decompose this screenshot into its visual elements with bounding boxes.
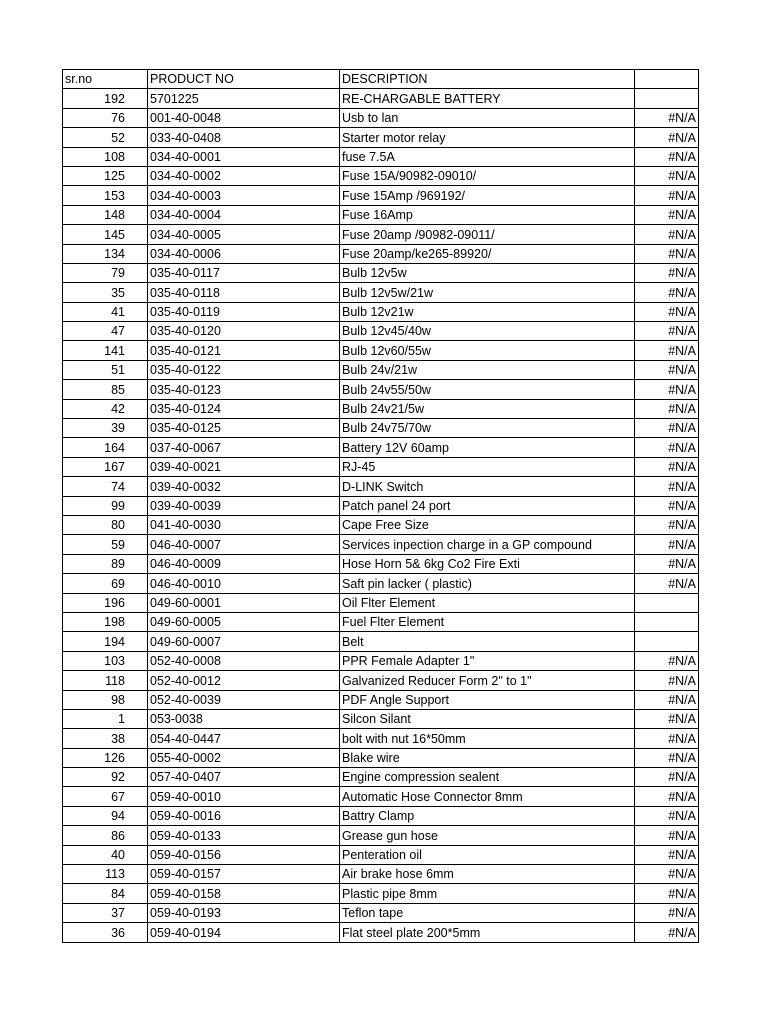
table-row <box>63 283 699 302</box>
cell-lookup-result: #N/A <box>635 709 699 728</box>
header-row <box>63 70 699 89</box>
cell-description: PDF Angle Support <box>340 690 635 709</box>
cell-product-no: 034-40-0004 <box>148 205 340 224</box>
cell-description: Flat steel plate 200*5mm <box>340 923 635 942</box>
table-row <box>63 671 699 690</box>
cell-description: bolt with nut 16*50mm <box>340 729 635 748</box>
cell-sr-no: 148 <box>63 205 148 224</box>
table-row <box>63 612 699 631</box>
table-row <box>63 419 699 438</box>
cell-lookup-result: #N/A <box>635 865 699 884</box>
cell-lookup-result: #N/A <box>635 108 699 127</box>
cell-description: Fuse 15A/90982-09010/ <box>340 166 635 185</box>
cell-lookup-result: #N/A <box>635 903 699 922</box>
cell-sr-no: 36 <box>63 923 148 942</box>
cell-product-no: 059-40-0193 <box>148 903 340 922</box>
cell-product-no: 049-60-0001 <box>148 593 340 612</box>
cell-sr-no: 89 <box>63 554 148 573</box>
cell-sr-no: 85 <box>63 380 148 399</box>
table-row <box>63 205 699 224</box>
cell-description: Bulb 12v21w <box>340 302 635 321</box>
cell-description: Fuse 20amp /90982-09011/ <box>340 225 635 244</box>
table-row <box>63 903 699 922</box>
cell-sr-no: 167 <box>63 457 148 476</box>
cell-sr-no: 47 <box>63 322 148 341</box>
cell-product-no: 046-40-0010 <box>148 574 340 593</box>
cell-product-no: 037-40-0067 <box>148 438 340 457</box>
table-row <box>63 225 699 244</box>
cell-lookup-result: #N/A <box>635 845 699 864</box>
cell-lookup-result: #N/A <box>635 729 699 748</box>
cell-sr-no: 1 <box>63 709 148 728</box>
cell-lookup-result: #N/A <box>635 166 699 185</box>
cell-sr-no: 76 <box>63 108 148 127</box>
cell-product-no: 052-40-0012 <box>148 671 340 690</box>
table-row <box>63 438 699 457</box>
cell-product-no: 034-40-0003 <box>148 186 340 205</box>
cell-description: Grease gun hose <box>340 826 635 845</box>
cell-product-no: 035-40-0117 <box>148 263 340 282</box>
cell-product-no: 039-40-0039 <box>148 496 340 515</box>
cell-product-no: 059-40-0010 <box>148 787 340 806</box>
cell-sr-no: 39 <box>63 419 148 438</box>
cell-description: Penteration oil <box>340 845 635 864</box>
cell-description: Belt <box>340 632 635 651</box>
table-row <box>63 244 699 263</box>
cell-description: Usb to lan <box>340 108 635 127</box>
cell-sr-no: 41 <box>63 302 148 321</box>
cell-lookup-result: #N/A <box>635 128 699 147</box>
table-row <box>63 477 699 496</box>
table-row <box>63 108 699 127</box>
cell-product-no: 041-40-0030 <box>148 515 340 534</box>
cell-product-no: 035-40-0119 <box>148 302 340 321</box>
cell-product-no: 059-40-0133 <box>148 826 340 845</box>
table-row <box>63 923 699 942</box>
table-row <box>63 865 699 884</box>
table-row <box>63 826 699 845</box>
cell-lookup-result: #N/A <box>635 787 699 806</box>
cell-sr-no: 51 <box>63 360 148 379</box>
cell-sr-no: 141 <box>63 341 148 360</box>
cell-lookup-result: #N/A <box>635 205 699 224</box>
cell-description: Bulb 24v21/5w <box>340 399 635 418</box>
cell-description: Engine compression sealent <box>340 768 635 787</box>
cell-lookup-result: #N/A <box>635 651 699 670</box>
cell-product-no: 035-40-0124 <box>148 399 340 418</box>
cell-sr-no: 40 <box>63 845 148 864</box>
cell-sr-no: 94 <box>63 806 148 825</box>
cell-product-no: 035-40-0123 <box>148 380 340 399</box>
cell-description: Starter motor relay <box>340 128 635 147</box>
cell-description: Battry Clamp <box>340 806 635 825</box>
cell-lookup-result: #N/A <box>635 748 699 767</box>
cell-description: Air brake hose 6mm <box>340 865 635 884</box>
table-row <box>63 128 699 147</box>
cell-description: PPR Female Adapter 1" <box>340 651 635 670</box>
cell-product-no: 059-40-0016 <box>148 806 340 825</box>
cell-product-no: 039-40-0032 <box>148 477 340 496</box>
cell-lookup-result: #N/A <box>635 380 699 399</box>
cell-sr-no: 103 <box>63 651 148 670</box>
cell-description: Saft pin lacker ( plastic) <box>340 574 635 593</box>
cell-lookup-result: #N/A <box>635 515 699 534</box>
cell-description: Fuse 15Amp /969192/ <box>340 186 635 205</box>
table-row <box>63 787 699 806</box>
table-row <box>63 380 699 399</box>
cell-sr-no: 118 <box>63 671 148 690</box>
cell-product-no: 035-40-0118 <box>148 283 340 302</box>
cell-product-no: 049-60-0005 <box>148 612 340 631</box>
table-row <box>63 89 699 108</box>
cell-sr-no: 108 <box>63 147 148 166</box>
cell-description: Bulb 24v75/70w <box>340 419 635 438</box>
cell-description: Automatic Hose Connector 8mm <box>340 787 635 806</box>
cell-sr-no: 37 <box>63 903 148 922</box>
cell-description: Bulb 24v55/50w <box>340 380 635 399</box>
cell-lookup-result: #N/A <box>635 244 699 263</box>
cell-description: Teflon tape <box>340 903 635 922</box>
table-row <box>63 748 699 767</box>
cell-lookup-result <box>635 632 699 651</box>
cell-description: Bulb 12v5w <box>340 263 635 282</box>
cell-description: Fuse 20amp/ke265-89920/ <box>340 244 635 263</box>
cell-description: Fuel Flter Element <box>340 612 635 631</box>
cell-description: Services inpection charge in a GP compound <box>340 535 635 554</box>
cell-lookup-result: #N/A <box>635 671 699 690</box>
cell-sr-no: 38 <box>63 729 148 748</box>
cell-product-no: 046-40-0007 <box>148 535 340 554</box>
cell-sr-no: 194 <box>63 632 148 651</box>
cell-lookup-result: #N/A <box>635 322 699 341</box>
cell-lookup-result: #N/A <box>635 225 699 244</box>
cell-lookup-result: #N/A <box>635 554 699 573</box>
cell-sr-no: 35 <box>63 283 148 302</box>
cell-description: Plastic pipe 8mm <box>340 884 635 903</box>
header-description: DESCRIPTION <box>340 70 635 89</box>
cell-description: Blake wire <box>340 748 635 767</box>
cell-sr-no: 153 <box>63 186 148 205</box>
cell-description: Bulb 24v/21w <box>340 360 635 379</box>
cell-sr-no: 69 <box>63 574 148 593</box>
table-row <box>63 845 699 864</box>
cell-product-no: 035-40-0121 <box>148 341 340 360</box>
cell-product-no: 033-40-0408 <box>148 128 340 147</box>
cell-lookup-result: #N/A <box>635 477 699 496</box>
table-row <box>63 496 699 515</box>
cell-lookup-result: #N/A <box>635 768 699 787</box>
table-body <box>63 89 699 942</box>
cell-sr-no: 145 <box>63 225 148 244</box>
cell-lookup-result: #N/A <box>635 923 699 942</box>
cell-sr-no: 98 <box>63 690 148 709</box>
cell-lookup-result: #N/A <box>635 360 699 379</box>
cell-description: Galvanized Reducer Form 2" to 1" <box>340 671 635 690</box>
cell-sr-no: 125 <box>63 166 148 185</box>
cell-sr-no: 196 <box>63 593 148 612</box>
cell-lookup-result: #N/A <box>635 806 699 825</box>
cell-sr-no: 74 <box>63 477 148 496</box>
table-row <box>63 302 699 321</box>
cell-description: RE-CHARGABLE BATTERY <box>340 89 635 108</box>
table-row <box>63 399 699 418</box>
cell-sr-no: 99 <box>63 496 148 515</box>
table-row <box>63 884 699 903</box>
table-row <box>63 147 699 166</box>
table-row <box>63 554 699 573</box>
cell-product-no: 053-0038 <box>148 709 340 728</box>
cell-product-no: 035-40-0120 <box>148 322 340 341</box>
table-row <box>63 322 699 341</box>
table-row <box>63 729 699 748</box>
cell-sr-no: 198 <box>63 612 148 631</box>
cell-product-no: 059-40-0156 <box>148 845 340 864</box>
cell-sr-no: 67 <box>63 787 148 806</box>
cell-product-no: 052-40-0039 <box>148 690 340 709</box>
cell-sr-no: 59 <box>63 535 148 554</box>
cell-lookup-result: #N/A <box>635 826 699 845</box>
cell-sr-no: 80 <box>63 515 148 534</box>
cell-lookup-result <box>635 593 699 612</box>
table-row <box>63 263 699 282</box>
cell-sr-no: 192 <box>63 89 148 108</box>
table-row <box>63 186 699 205</box>
table-row <box>63 535 699 554</box>
cell-description: D-LINK Switch <box>340 477 635 496</box>
table-row <box>63 651 699 670</box>
cell-product-no: 034-40-0002 <box>148 166 340 185</box>
cell-product-no: 052-40-0008 <box>148 651 340 670</box>
cell-sr-no: 86 <box>63 826 148 845</box>
cell-description: Bulb 12v45/40w <box>340 322 635 341</box>
cell-lookup-result: #N/A <box>635 438 699 457</box>
header-sr-no: sr.no <box>63 70 148 89</box>
cell-product-no: 057-40-0407 <box>148 768 340 787</box>
cell-sr-no: 92 <box>63 768 148 787</box>
cell-description: RJ-45 <box>340 457 635 476</box>
cell-lookup-result: #N/A <box>635 574 699 593</box>
cell-product-no: 046-40-0009 <box>148 554 340 573</box>
cell-product-no: 039-40-0021 <box>148 457 340 476</box>
cell-product-no: 034-40-0001 <box>148 147 340 166</box>
table-row <box>63 457 699 476</box>
table-row <box>63 360 699 379</box>
cell-sr-no: 113 <box>63 865 148 884</box>
cell-lookup-result <box>635 612 699 631</box>
header-extra <box>635 70 699 89</box>
cell-description: Battery 12V 60amp <box>340 438 635 457</box>
table-row <box>63 690 699 709</box>
cell-description: Silcon Silant <box>340 709 635 728</box>
cell-sr-no: 84 <box>63 884 148 903</box>
cell-description: Bulb 12v5w/21w <box>340 283 635 302</box>
table-row <box>63 593 699 612</box>
cell-description: Fuse 16Amp <box>340 205 635 224</box>
cell-product-no: 035-40-0125 <box>148 419 340 438</box>
cell-product-no: 059-40-0194 <box>148 923 340 942</box>
cell-description: Hose Horn 5& 6kg Co2 Fire Exti <box>340 554 635 573</box>
cell-lookup-result: #N/A <box>635 690 699 709</box>
cell-lookup-result: #N/A <box>635 535 699 554</box>
cell-product-no: 059-40-0158 <box>148 884 340 903</box>
cell-sr-no: 79 <box>63 263 148 282</box>
cell-lookup-result: #N/A <box>635 186 699 205</box>
parts-table <box>62 69 699 943</box>
cell-lookup-result: #N/A <box>635 302 699 321</box>
cell-sr-no: 52 <box>63 128 148 147</box>
cell-lookup-result: #N/A <box>635 399 699 418</box>
cell-sr-no: 164 <box>63 438 148 457</box>
cell-description: Oil Flter Element <box>340 593 635 612</box>
cell-product-no: 034-40-0006 <box>148 244 340 263</box>
cell-lookup-result <box>635 89 699 108</box>
cell-product-no: 001-40-0048 <box>148 108 340 127</box>
header-product-no: PRODUCT NO <box>148 70 340 89</box>
table-row <box>63 515 699 534</box>
table-row <box>63 709 699 728</box>
table-row <box>63 632 699 651</box>
cell-product-no: 055-40-0002 <box>148 748 340 767</box>
cell-lookup-result: #N/A <box>635 884 699 903</box>
cell-description: Patch panel 24 port <box>340 496 635 515</box>
cell-lookup-result: #N/A <box>635 263 699 282</box>
table-row <box>63 574 699 593</box>
cell-description: Cape Free Size <box>340 515 635 534</box>
cell-sr-no: 134 <box>63 244 148 263</box>
cell-lookup-result: #N/A <box>635 457 699 476</box>
cell-product-no: 054-40-0447 <box>148 729 340 748</box>
table-row <box>63 806 699 825</box>
cell-description: fuse 7.5A <box>340 147 635 166</box>
cell-sr-no: 126 <box>63 748 148 767</box>
cell-lookup-result: #N/A <box>635 496 699 515</box>
cell-product-no: 035-40-0122 <box>148 360 340 379</box>
cell-product-no: 034-40-0005 <box>148 225 340 244</box>
cell-product-no: 049-60-0007 <box>148 632 340 651</box>
cell-lookup-result: #N/A <box>635 341 699 360</box>
cell-description: Bulb 12v60/55w <box>340 341 635 360</box>
table-row <box>63 768 699 787</box>
cell-lookup-result: #N/A <box>635 147 699 166</box>
table-row <box>63 341 699 360</box>
cell-product-no: 5701225 <box>148 89 340 108</box>
cell-lookup-result: #N/A <box>635 283 699 302</box>
table-row <box>63 166 699 185</box>
cell-product-no: 059-40-0157 <box>148 865 340 884</box>
cell-lookup-result: #N/A <box>635 419 699 438</box>
cell-sr-no: 42 <box>63 399 148 418</box>
